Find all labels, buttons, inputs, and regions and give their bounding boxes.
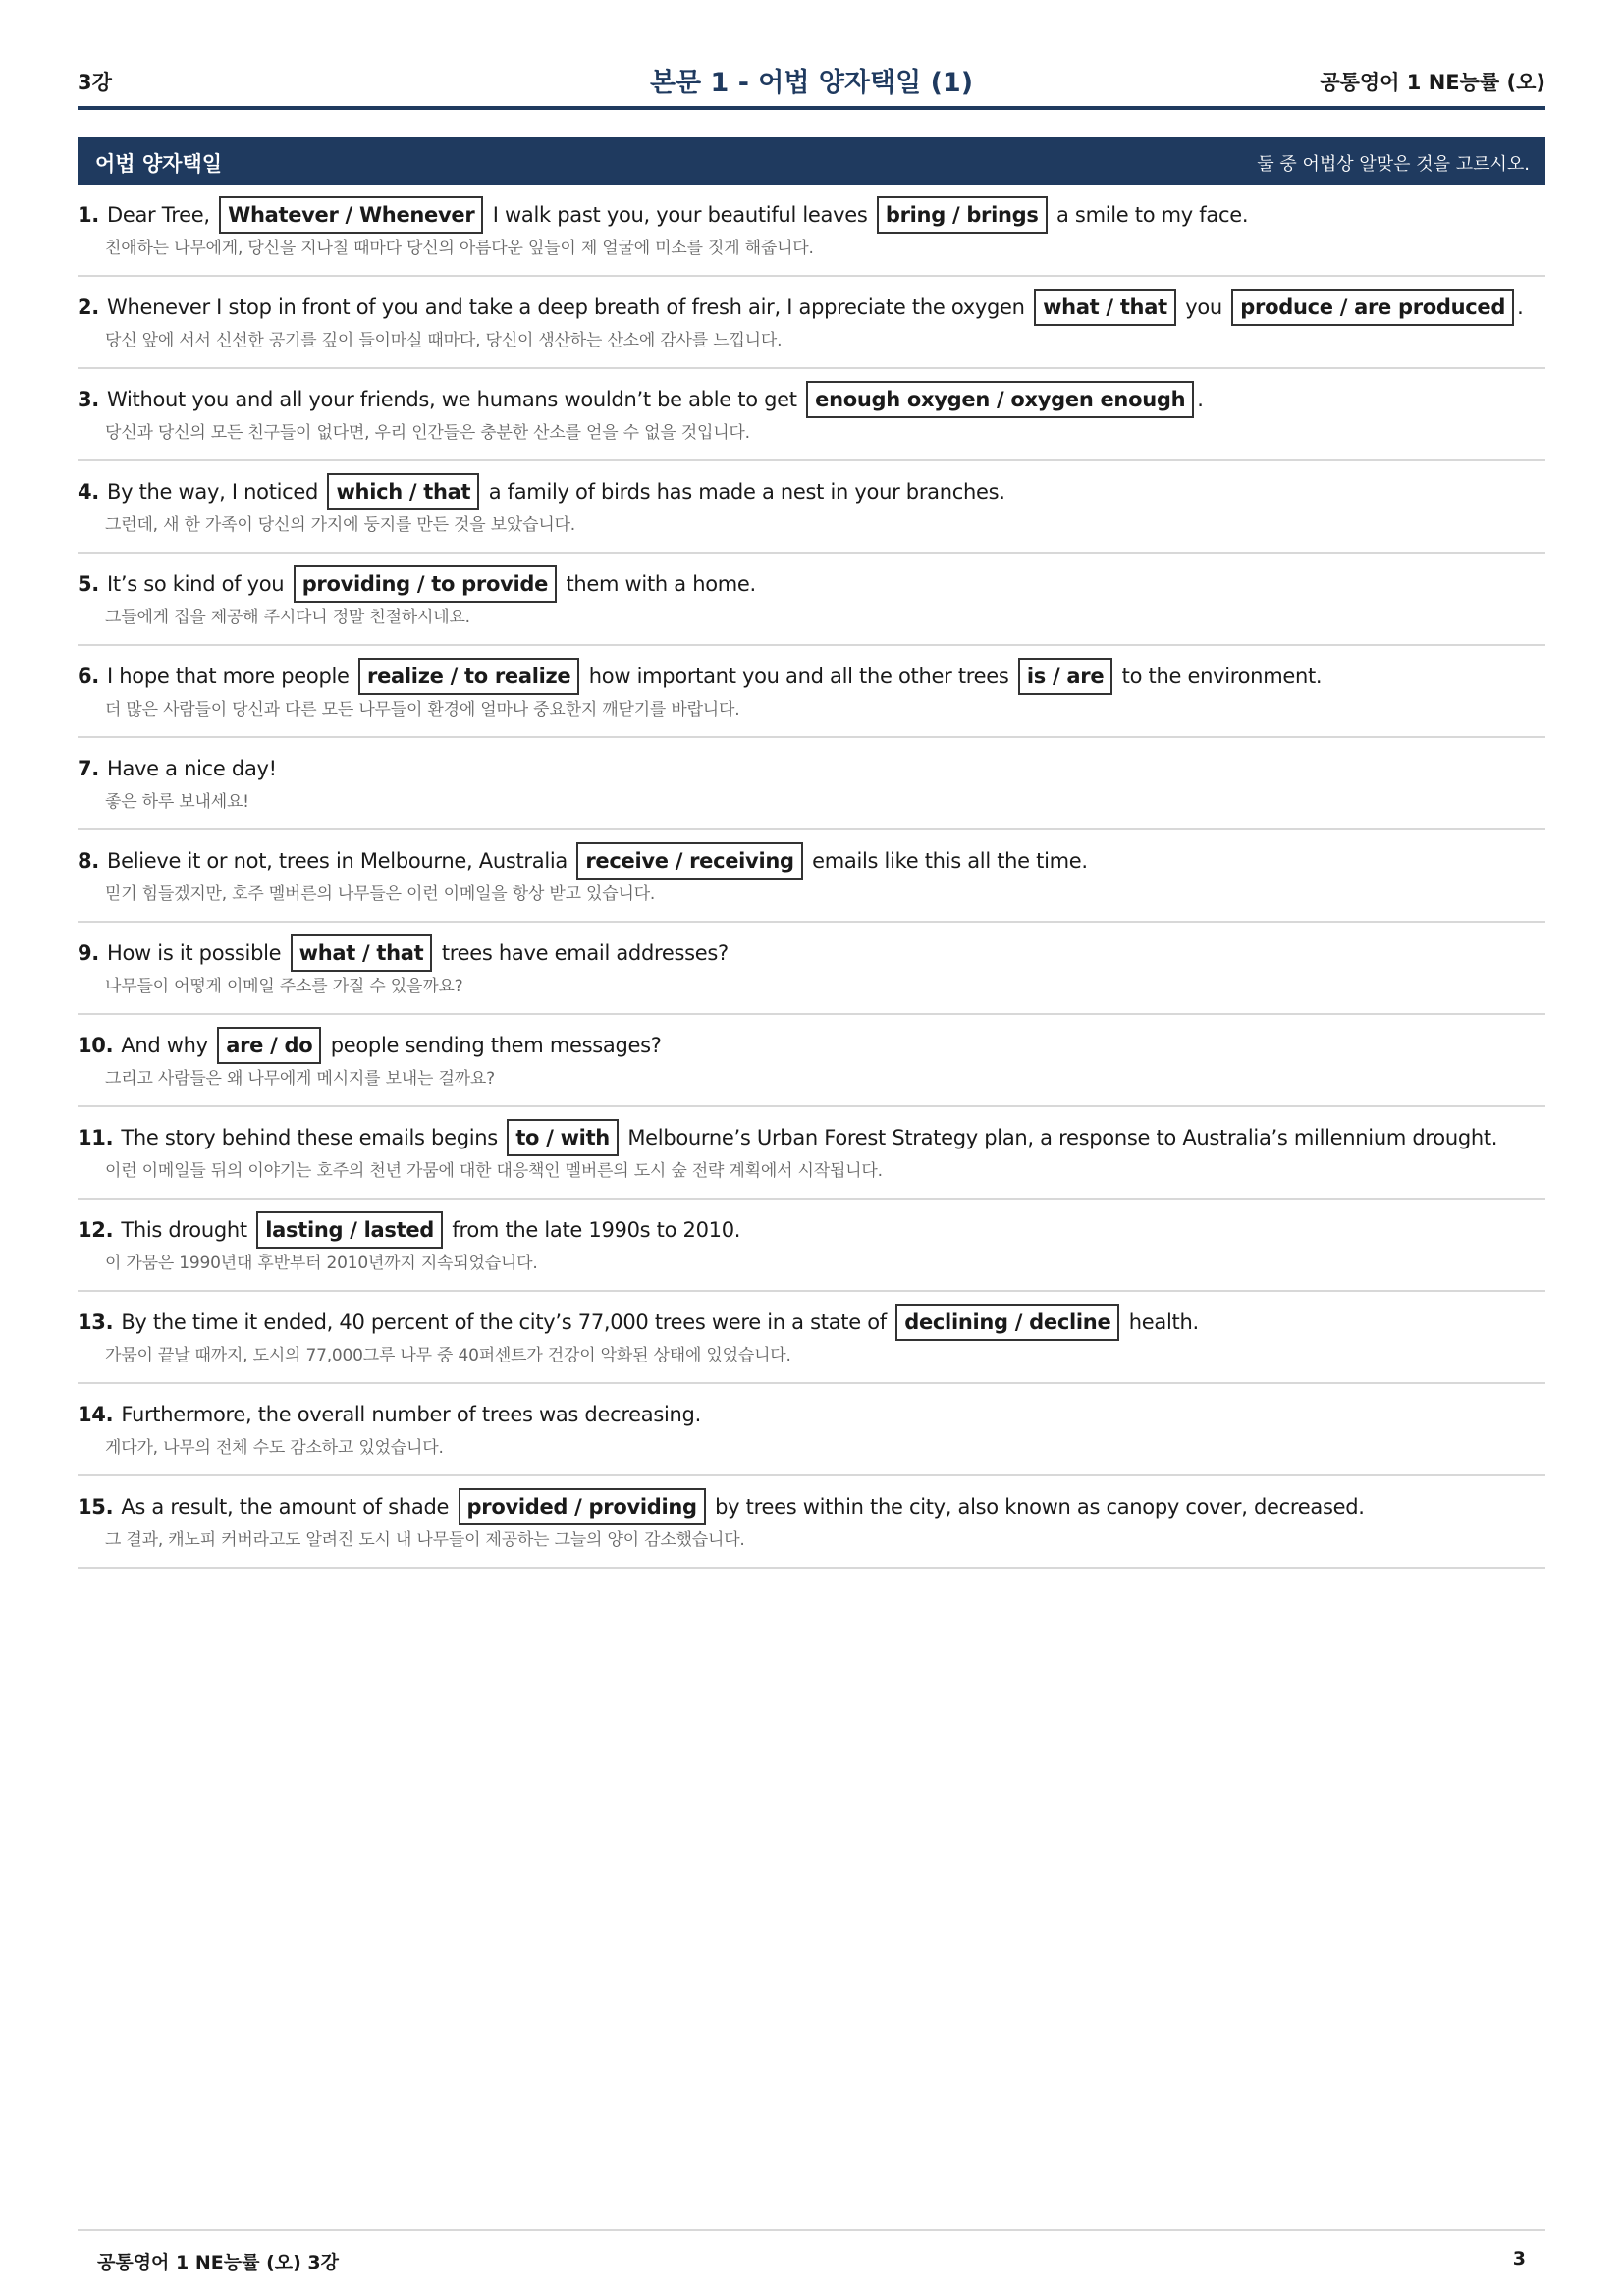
korean-translation: 가뭄이 끝날 때까지, 도시의 77,000그루 나무 중 40퍼센트가 건강이 악화된 상태에 있었습니다. — [105, 1346, 791, 1365]
question-number: 12. — [78, 1218, 114, 1242]
footer-book-label: 공통영어 1 NE능률 (오) 3강 — [97, 2252, 339, 2273]
korean-translation: 게다가, 나무의 전체 수도 감소하고 있었습니다. — [105, 1438, 444, 1458]
choice-box[interactable]: is / are — [1018, 658, 1112, 695]
choice-box[interactable]: bring / brings — [877, 196, 1048, 234]
sentence-text: How is it possible — [107, 941, 282, 965]
question-number: 13. — [78, 1310, 114, 1334]
question-item — [78, 461, 1545, 554]
sentence-text: by trees within the city, also known as canopy cover, decreased. — [715, 1495, 1365, 1519]
korean-translation: 이 가뭄은 1990년대 후반부터 2010년까지 지속되었습니다. — [105, 1254, 538, 1273]
question-sentence — [78, 1119, 1497, 1156]
question-number: 4. — [78, 480, 99, 504]
question-item — [78, 1476, 1545, 1569]
sentence-text: . — [1517, 295, 1524, 319]
question-item — [78, 646, 1545, 738]
sentence-text: By the time it ended, 40 percent of the city’s 77,000 trees were in a state of — [121, 1310, 887, 1334]
page-title: 본문 1 - 어법 양자택일 (1) — [649, 68, 974, 98]
sentence-text: trees have email addresses? — [441, 941, 729, 965]
question-sentence — [78, 1304, 1199, 1341]
question-item — [78, 830, 1545, 923]
question-sentence — [78, 1211, 740, 1249]
sentence-text: It’s so kind of you — [107, 572, 285, 596]
question-number: 6. — [78, 665, 99, 688]
question-sentence — [78, 381, 1204, 418]
choice-box[interactable]: provided / providing — [459, 1488, 706, 1525]
sentence-text: Dear Tree, — [107, 203, 210, 227]
question-item — [78, 554, 1545, 646]
question-sentence — [78, 658, 1322, 695]
korean-translation: 그들에게 집을 제공해 주시다니 정말 친절하시네요. — [105, 608, 470, 627]
korean-translation: 친애하는 나무에게, 당신을 지나칠 때마다 당신의 아름다운 잎들이 제 얼굴에 미소를 짓게 해줍니다. — [105, 239, 814, 258]
sentence-text: I walk past you, your beautiful leaves — [492, 203, 868, 227]
question-item — [78, 277, 1545, 369]
choice-box[interactable]: realize / to realize — [358, 658, 579, 695]
section-instruction: 둘 중 어법상 알맞은 것을 고르시오. — [1257, 154, 1530, 175]
question-sentence — [78, 1027, 662, 1064]
korean-translation: 이런 이메일들 뒤의 이야기는 호주의 천년 가뭄에 대한 대응책인 멜버른의 도시 숲 전략 계획에서 시작됩니다. — [105, 1161, 883, 1181]
question-number: 5. — [78, 572, 99, 596]
sentence-text: how important you and all the other trees — [588, 665, 1009, 688]
choice-box[interactable]: declining / decline — [895, 1304, 1119, 1341]
choice-box[interactable]: Whatever / Whenever — [219, 196, 483, 234]
korean-translation: 믿기 힘들겠지만, 호주 멜버른의 나무들은 이런 이메일을 항상 받고 있습니다. — [105, 884, 656, 904]
choice-box[interactable]: enough oxygen / oxygen enough — [806, 381, 1194, 418]
sentence-text: . — [1197, 388, 1204, 411]
korean-translation: 당신과 당신의 모든 친구들이 없다면, 우리 인간들은 충분한 산소를 얻을 수 없을 것입니다. — [105, 423, 750, 443]
sentence-text: a smile to my face. — [1055, 203, 1249, 227]
question-sentence — [78, 934, 729, 972]
section-title: 어법 양자택일 — [95, 152, 223, 176]
sentence-text: And why — [121, 1034, 208, 1057]
question-sentence — [78, 750, 277, 787]
sentence-text: to the environment. — [1121, 665, 1323, 688]
choice-box[interactable]: receive / receiving — [576, 842, 802, 880]
question-item — [78, 1015, 1545, 1107]
question-item — [78, 185, 1545, 277]
question-sentence — [78, 196, 1248, 234]
question-sentence — [78, 842, 1088, 880]
korean-translation: 당신 앞에 서서 신선한 공기를 깊이 들이마실 때마다, 당신이 생산하는 산소에 감사를 느낍니다. — [105, 331, 783, 350]
question-item — [78, 1292, 1545, 1384]
book-label: 공통영어 1 NE능률 (오) — [1320, 71, 1545, 94]
question-item — [78, 369, 1545, 461]
sentence-text: The story behind these emails begins — [121, 1126, 498, 1149]
sentence-text: This drought — [121, 1218, 247, 1242]
question-item — [78, 1107, 1545, 1200]
korean-translation: 그리고 사람들은 왜 나무에게 메시지를 보내는 걸까요? — [105, 1069, 495, 1089]
sentence-text: Melbourne’s Urban Forest Strategy plan, a response to Australia’s millennium drought. — [627, 1126, 1498, 1149]
sentence-text: you — [1185, 295, 1222, 319]
choice-box[interactable]: are / do — [217, 1027, 321, 1064]
korean-translation: 그런데, 새 한 가족이 당신의 가지에 둥지를 만든 것을 보았습니다. — [105, 515, 576, 535]
question-item — [78, 738, 1545, 830]
sentence-text: health. — [1128, 1310, 1199, 1334]
sentence-text: them with a home. — [566, 572, 756, 596]
question-sentence — [78, 565, 756, 603]
question-number: 7. — [78, 757, 99, 780]
question-sentence — [78, 1488, 1365, 1525]
question-number: 11. — [78, 1126, 114, 1149]
question-number: 15. — [78, 1495, 114, 1519]
korean-translation: 좋은 하루 보내세요! — [105, 792, 249, 812]
question-number: 8. — [78, 849, 99, 873]
choice-box[interactable]: what / that — [291, 934, 433, 972]
korean-translation: 그 결과, 캐노피 커버라고도 알려진 도시 내 나무들이 제공하는 그늘의 양이 감소했습니다. — [105, 1530, 745, 1550]
sentence-text: As a result, the amount of shade — [121, 1495, 450, 1519]
sentence-text: Furthermore, the overall number of trees was decreasing. — [121, 1403, 701, 1426]
sentence-text: By the way, I noticed — [107, 480, 319, 504]
question-item — [78, 1200, 1545, 1292]
choice-box[interactable]: what / that — [1034, 289, 1176, 326]
question-number: 2. — [78, 295, 99, 319]
question-number: 1. — [78, 203, 99, 227]
sentence-text: Believe it or not, trees in Melbourne, Australia — [107, 849, 568, 873]
sentence-text: Without you and all your friends, we humans wouldn’t be able to get — [107, 388, 797, 411]
question-number: 10. — [78, 1034, 114, 1057]
sentence-text: emails like this all the time. — [812, 849, 1088, 873]
question-item — [78, 923, 1545, 1015]
question-sentence — [78, 473, 1005, 510]
sentence-text: people sending them messages? — [330, 1034, 662, 1057]
question-list — [78, 185, 1545, 1569]
question-number: 14. — [78, 1403, 114, 1426]
choice-box[interactable]: produce / are produced — [1231, 289, 1514, 326]
choice-box[interactable]: lasting / lasted — [256, 1211, 443, 1249]
page-number: 3 — [1512, 2248, 1526, 2269]
korean-translation: 더 많은 사람들이 당신과 다른 모든 나무들이 환경에 얼마나 중요한지 깨닫기를 바랍니다. — [105, 700, 740, 720]
page-header — [78, 61, 1545, 110]
question-number: 9. — [78, 941, 99, 965]
page-footer — [78, 2229, 1545, 2278]
korean-translation: 나무들이 어떻게 이메일 주소를 가질 수 있을까요? — [105, 977, 463, 996]
sentence-text: I hope that more people — [107, 665, 350, 688]
lesson-label: 3강 — [78, 71, 112, 94]
question-sentence — [78, 289, 1523, 326]
question-sentence — [78, 1396, 701, 1433]
sentence-text: Whenever I stop in front of you and take a deep breath of fresh air, I appreciate the oxygen — [107, 295, 1025, 319]
section-bar — [78, 137, 1545, 185]
sentence-text: Have a nice day! — [107, 757, 277, 780]
sentence-text: a family of birds has made a nest in your branches. — [488, 480, 1005, 504]
sentence-text: from the late 1990s to 2010. — [452, 1218, 741, 1242]
question-item — [78, 1384, 1545, 1476]
choice-box[interactable]: which / that — [327, 473, 479, 510]
choice-box[interactable]: providing / to provide — [294, 565, 557, 603]
choice-box[interactable]: to / with — [507, 1119, 619, 1156]
question-number: 3. — [78, 388, 99, 411]
